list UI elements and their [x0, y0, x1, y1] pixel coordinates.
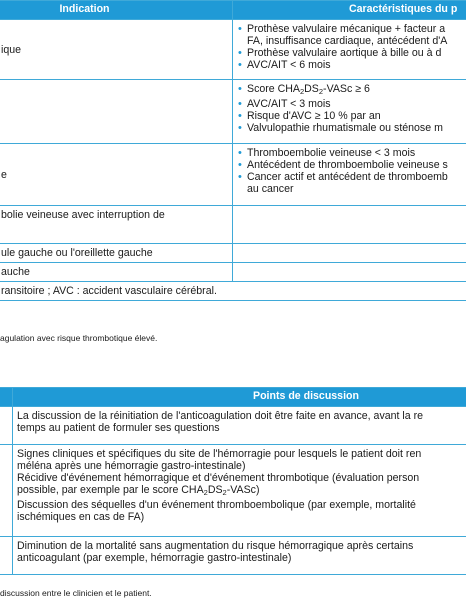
- discussion-line: Diminution de la mortalité sans augmentation du risque hémorragique après certains: [17, 540, 414, 552]
- caracteristiques-cell: [233, 244, 466, 263]
- discussion-cell: [13, 407, 466, 445]
- discussion-line: anticoagulant (par exemple, hémorragie gastro-intestinale): [17, 552, 292, 564]
- criteria-list: [237, 147, 466, 195]
- header-caracteristiques: Caractéristiques du p: [233, 1, 466, 20]
- criteria-item: • Thromboembolie veineuse < 3 mois: [237, 147, 466, 159]
- criteria-item: FA, insuffisance cardiaque, antécédent d'A: [247, 35, 448, 47]
- caracteristiques-cell: [233, 20, 466, 80]
- discussion-line: méléna après une hémorragie gastro-intestinale): [17, 460, 246, 472]
- table-note: agulation avec risque thrombotique élevé.: [0, 333, 158, 343]
- discussion-line: La discussion de la réinitiation de l'anticoagulation doit être faite en avance, avant la re: [17, 410, 424, 422]
- criteria-item: • AVC/AIT < 6 mois: [237, 59, 466, 71]
- row-marker: [0, 537, 13, 575]
- indication-cell: [0, 206, 233, 244]
- indication-cell: [0, 244, 233, 263]
- caracteristiques-cell: [233, 206, 466, 244]
- indication-text: auche: [1, 266, 30, 278]
- indication-text: ule gauche ou l'oreillette gauche: [1, 247, 153, 259]
- criteria-item: • Cancer actif et antécédent de thromboemb: [237, 171, 466, 183]
- criteria-list: [237, 83, 466, 134]
- table-note: discussion entre le clinicien et le patient.: [0, 588, 152, 598]
- discussion-line: possible, par exemple par le score $CHA_2DS_2-VASc$): [17, 484, 260, 497]
- discussion-line: Discussion des séquelles d'un événement thromboembolique (par exemple, mortalité: [17, 499, 416, 511]
- discussion-line: ischémiques en cas de FA): [17, 511, 145, 523]
- criteria-item: • Risque d'AVC ≥ 10 % par an: [237, 110, 466, 122]
- criteria-list: [237, 23, 466, 71]
- criteria-item: • Prothèse valvulaire aortique à bille ou à d: [237, 47, 466, 59]
- header-points: Points de discussion: [13, 388, 466, 407]
- table-footer: [0, 282, 466, 301]
- row-marker: [0, 407, 13, 445]
- criteria-item: • Valvulopathie rhumatismale ou sténose m: [237, 122, 466, 134]
- indication-cell: [0, 144, 233, 206]
- criteria-item: • Score $CHA_2DS_2$-VASc ≥ 6: [237, 83, 466, 98]
- discussion-cell: [13, 445, 466, 537]
- row-marker: [0, 445, 13, 537]
- indication-cell: [0, 263, 233, 282]
- criteria-item: • Prothèse valvulaire mécanique + facteur a: [237, 23, 466, 35]
- discussion-line: temps au patient de formuler ses questions: [17, 422, 220, 434]
- header-indication: Indication: [0, 1, 233, 20]
- indication-text: ique: [1, 43, 22, 56]
- criteria-item: au cancer: [247, 183, 294, 195]
- footer-text: ransitoire ; AVC : accident vasculaire cérébral.: [1, 285, 217, 297]
- discussion-line: Récidive d'événement hémorragique et d'événement thrombotique (évaluation person: [17, 472, 420, 484]
- indication-text: e: [1, 168, 7, 181]
- discussion-line: Signes cliniques et spécifiques du site de l'hémorragie pour lesquels le patient doit ren: [17, 448, 422, 460]
- discussion-table: [0, 387, 466, 575]
- caracteristiques-cell: [233, 80, 466, 144]
- criteria-item: • Antécédent de thromboembolie veineuse s: [237, 159, 466, 171]
- caracteristiques-cell: [233, 263, 466, 282]
- criteria-item: • AVC/AIT < 3 mois: [237, 98, 466, 110]
- indication-cell: [0, 80, 233, 144]
- caracteristiques-cell: [233, 144, 466, 206]
- discussion-cell: [13, 537, 466, 575]
- indication-cell: [0, 20, 233, 80]
- indication-text: bolie veineuse avec interruption de: [1, 209, 165, 221]
- header-blank: [0, 388, 13, 407]
